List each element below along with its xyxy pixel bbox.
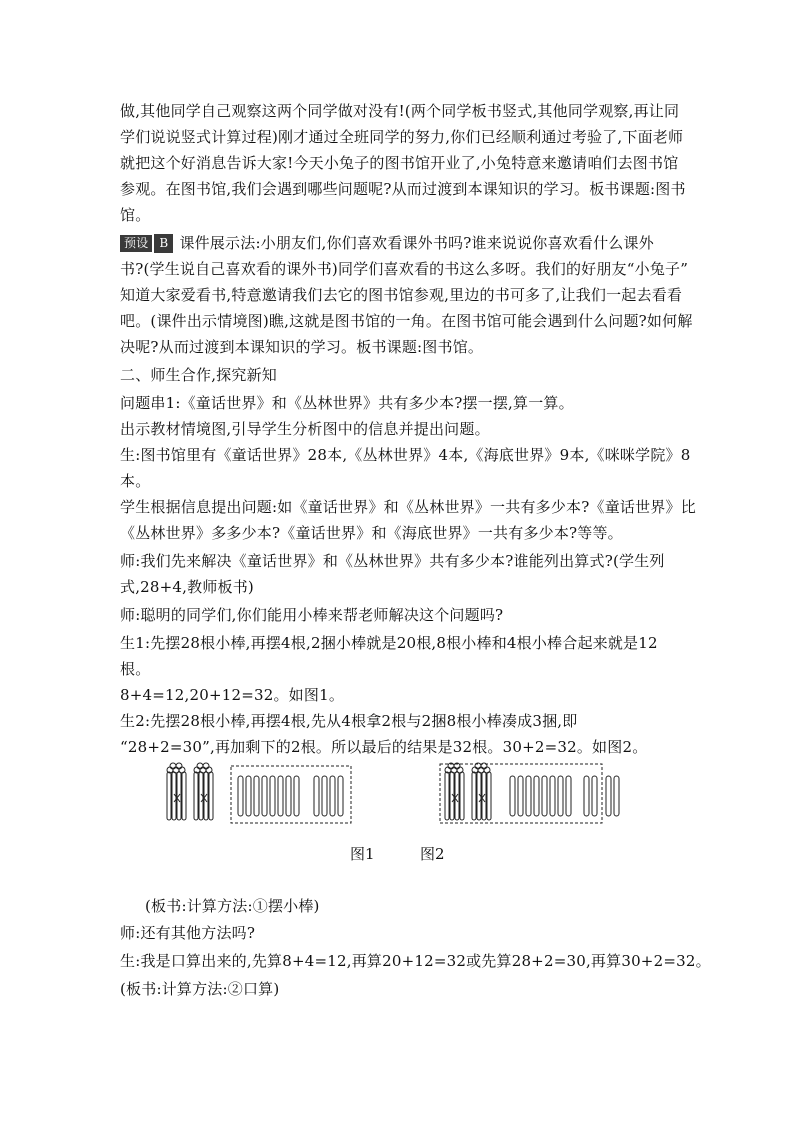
paragraph-line: 馆。 bbox=[120, 206, 151, 224]
body-line: 本。 bbox=[120, 472, 151, 490]
body-line: 师:聪明的同学们,你们能用小棒来帮老师解决这个问题吗? bbox=[120, 606, 504, 624]
body-line: 师:还有其他方法吗? bbox=[120, 924, 256, 942]
paragraph-line: 就把这个好消息告诉大家!今天小兔子的图书馆开业了,小兔特意来邀请咱们去图书馆 bbox=[120, 154, 679, 172]
body-line: 生1:先摆28根小棒,再摆4根,2捆小棒就是20根,8根小棒和4根小棒合起来就是12 bbox=[120, 634, 658, 652]
paragraph-line: 学们说说竖式计算过程)刚才通过全班同学的努力,你们已经顺利通过考验了,下面老师 bbox=[120, 128, 684, 146]
preset-badge bbox=[120, 234, 173, 251]
paragraph-line: 吧。(课件出示情境图)瞧,这就是图书馆的一角。在图书馆可能会遇到什么问题?如何解 bbox=[120, 312, 693, 330]
sticks-figure bbox=[0, 760, 794, 830]
paragraph-line: 知道大家爱看书,特意邀请我们去它的图书馆参观,里边的书可多了,让我们一起去看看 bbox=[120, 286, 683, 304]
body-line: 生:图书馆里有《童话世界》28本,《丛林世界》4本,《海底世界》9本,《咪咪学院》8 bbox=[120, 446, 691, 464]
bundle-of-ten-icon bbox=[194, 763, 213, 820]
body-line: 生:我是口算出来的,先算8+4=12,再算20+12=32或先算28+2=30,再算30+2=32。 bbox=[120, 952, 711, 970]
body-line: 《丛林世界》多多少本?《童话世界》和《海底世界》一共有多少本?等等。 bbox=[120, 524, 623, 542]
paragraph-line: 书?(学生说自己喜欢看的课外书)同学们喜欢看的书这么多呀。我们的好朋友“小兔子” bbox=[120, 260, 689, 278]
section-heading: 二、师生合作,探究新知 bbox=[120, 366, 277, 384]
figure-2-sticks bbox=[440, 763, 619, 823]
figure-2-caption: 图2 bbox=[420, 845, 445, 863]
preset-badge-letter: B bbox=[154, 234, 173, 253]
body-line: 问题串1:《童话世界》和《丛林世界》共有多少本?摆一摆,算一算。 bbox=[120, 394, 574, 412]
body-line: 根。 bbox=[120, 660, 151, 678]
bundle-of-ten-icon bbox=[472, 763, 491, 820]
body-line: 学生根据信息提出问题:如《童话世界》和《丛林世界》一共有多少本?《童话世界》比 bbox=[120, 498, 696, 516]
figure-1-sticks bbox=[167, 763, 351, 823]
preset-badge-label: 预设 bbox=[120, 235, 152, 252]
bundle-of-ten-icon bbox=[167, 763, 186, 820]
paragraph-line: 做,其他同学自己观察这两个同学做对没有!(两个同学板书竖式,其他同学观察,再让同 bbox=[120, 102, 680, 120]
body-line: 式,28+4,教师板书) bbox=[120, 578, 254, 596]
preset-b-text: 课件展示法:小朋友们,你们喜欢看课外书吗?谁来说说你喜欢看什么课外 bbox=[179, 234, 654, 252]
body-line: “28+2=30”,再加剩下的2根。所以最后的结果是32根。30+2=32。如图2。 bbox=[120, 738, 648, 756]
paragraph-line: 参观。在图书馆,我们会遇到哪些问题呢?从而过渡到本课知识的学习。板书课题:图书 bbox=[120, 180, 686, 198]
board-note: (板书:计算方法:②口算) bbox=[120, 980, 280, 998]
paragraph-line: 决呢?从而过渡到本课知识的学习。板书课题:图书馆。 bbox=[120, 338, 484, 356]
body-line: 8+4=12,20+12=32。如图1。 bbox=[120, 686, 345, 704]
board-note: (板书:计算方法:①摆小棒) bbox=[145, 897, 320, 915]
figure-1-caption: 图1 bbox=[350, 845, 375, 863]
preset-b-line bbox=[120, 232, 654, 254]
bundle-of-ten-icon bbox=[445, 763, 464, 820]
body-line: 出示教材情境图,引导学生分析图中的信息并提出问题。 bbox=[120, 420, 490, 438]
body-line: 师:我们先来解决《童话世界》和《丛林世界》共有多少本?谁能列出算式?(学生列 bbox=[120, 552, 665, 570]
body-line: 生2:先摆28根小棒,再摆4根,先从4根拿2根与2捆8根小棒凑成3捆,即 bbox=[120, 712, 578, 730]
